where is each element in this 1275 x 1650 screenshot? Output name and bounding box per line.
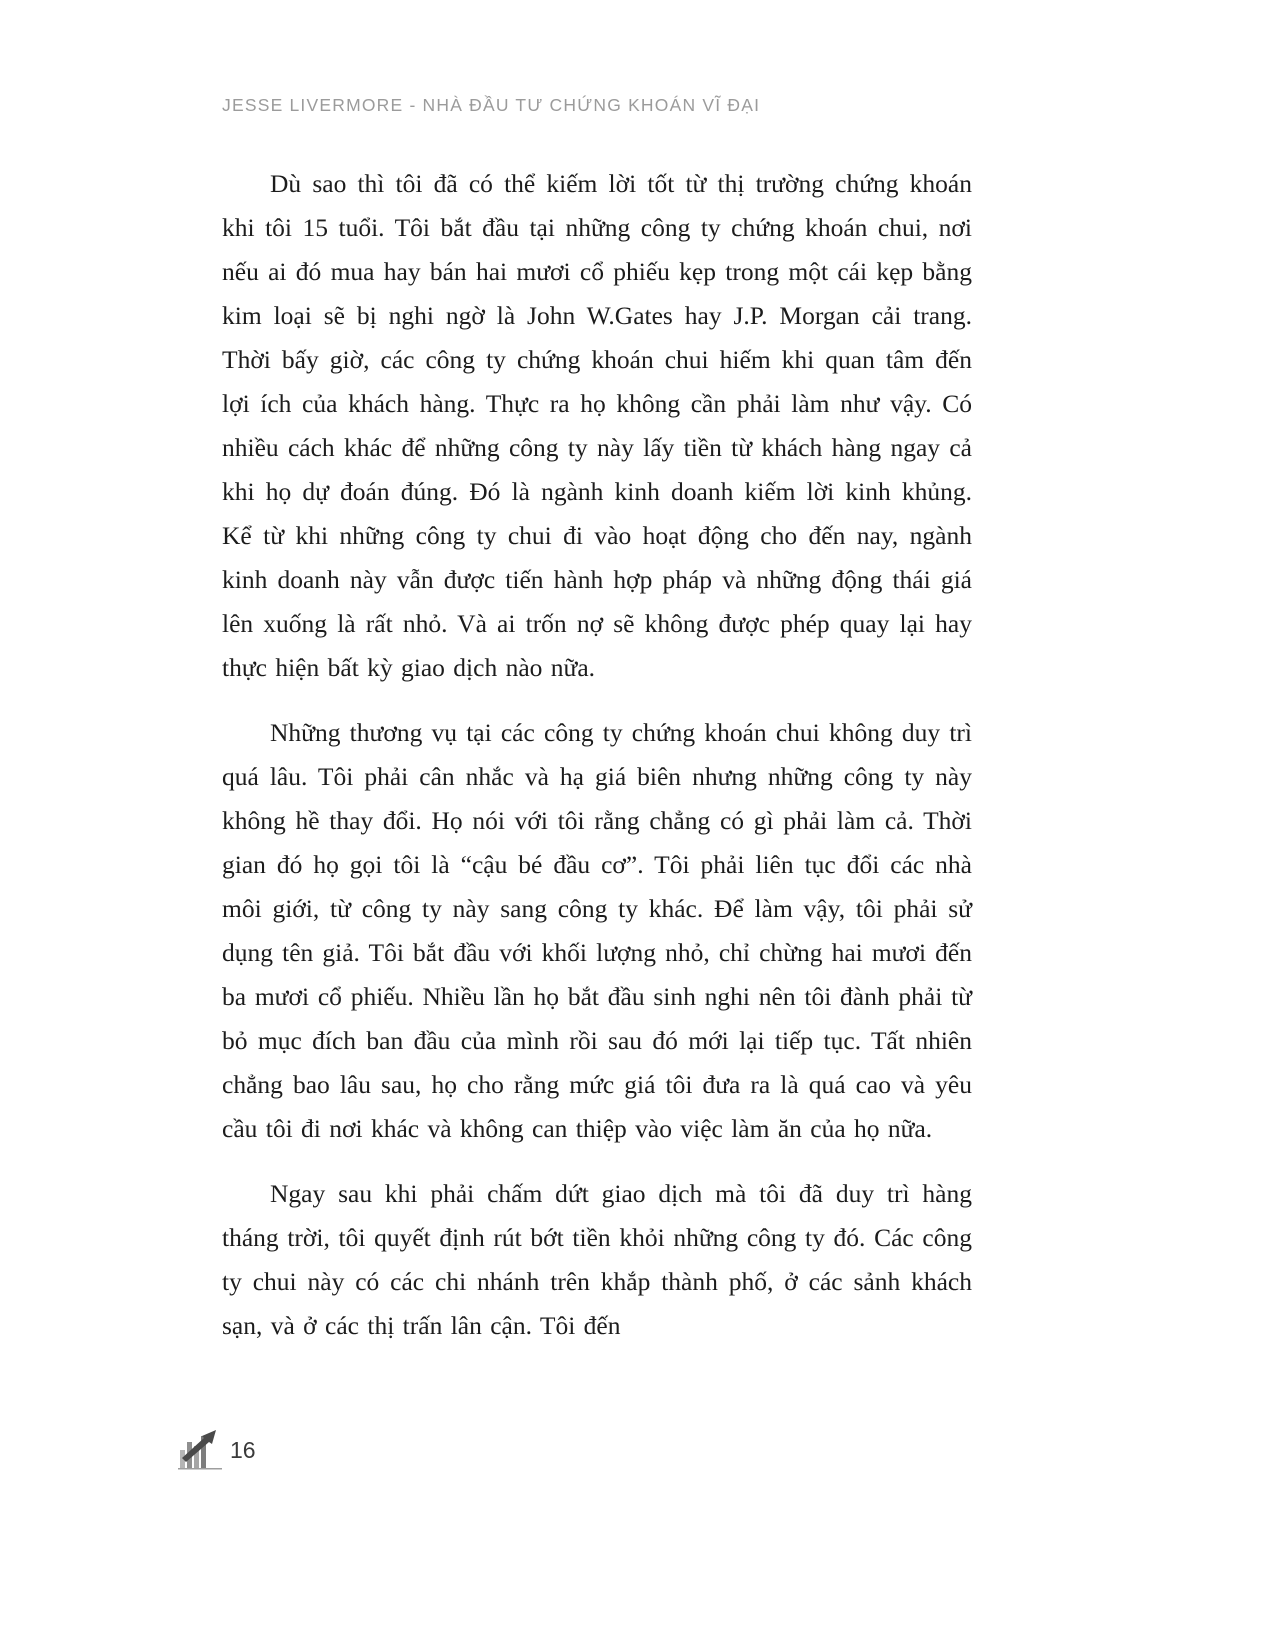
stock-chart-logo-icon xyxy=(178,1424,222,1470)
page-body xyxy=(222,162,972,1369)
paragraph-3: Ngay sau khi phải chấm dứt giao dịch mà tôi đã duy trì hàng tháng trời, tôi quyết định rút bớt tiền khỏi những công ty đó. Các công ty chui này có các chi nhánh trên khắp thành phố, ở các sảnh khách sạn, và ở các thị trấn lân cận. Tôi đến xyxy=(222,1179,972,1340)
paragraph-2: Những thương vụ tại các công ty chứng khoán chui không duy trì quá lâu. Tôi phải cân nhắc và hạ giá biên nhưng những công ty này không hề thay đổi. Họ nói với tôi rằng chẳng có gì phải làm cả. Thời gian đó họ gọi tôi là “cậu bé đầu cơ”. Tôi phải liên tục đổi các nhà môi giới, từ công ty này sang công ty khác. Để làm vậy, tôi phải sử dụng tên giả. Tôi bắt đầu với khối lượng nhỏ, chỉ chừng hai mươi đến ba mươi cổ phiếu. Nhiều lần họ bắt đầu sinh nghi nên tôi đành phải từ bỏ mục đích ban đầu của mình rồi sau đó mới lại tiếp tục. Tất nhiên chẳng bao lâu sau, họ cho rằng mức giá tôi đưa ra là quá cao và yêu cầu tôi đi nơi khác và không can thiệp vào việc làm ăn của họ nữa. xyxy=(222,718,972,1143)
page-number: 16 xyxy=(230,1437,256,1463)
paragraph-1: Dù sao thì tôi đã có thể kiếm lời tốt từ thị trường chứng khoán khi tôi 15 tuổi. Tôi bắt đầu tại những công ty chứng khoán chui, nơi nếu ai đó mua hay bán hai mươi cổ phiếu kẹp trong một cái kẹp bằng kim loại sẽ bị nghi ngờ là John W.Gates hay J.P. Morgan cải trang. Thời bấy giờ, các công ty chứng khoán chui hiếm khi quan tâm đến lợi ích của khách hàng. Thực ra họ không cần phải làm như vậy. Có nhiều cách khác để những công ty này lấy tiền từ khách hàng ngay cả khi họ dự đoán đúng. Đó là ngành kinh doanh kiếm lời kinh khủng. Kể từ khi những công ty chui đi vào hoạt động cho đến nay, ngành kinh doanh này vẫn được tiến hành hợp pháp và những động thái giá lên xuống là rất nhỏ. Và ai trốn nợ sẽ không được phép quay lại hay thực hiện bất kỳ giao dịch nào nữa. xyxy=(222,169,972,682)
page-footer xyxy=(178,1424,256,1470)
running-header: JESSE LIVERMORE - NHÀ ĐẦU TƯ CHỨNG KHOÁN VĨ ĐẠI xyxy=(222,95,761,115)
